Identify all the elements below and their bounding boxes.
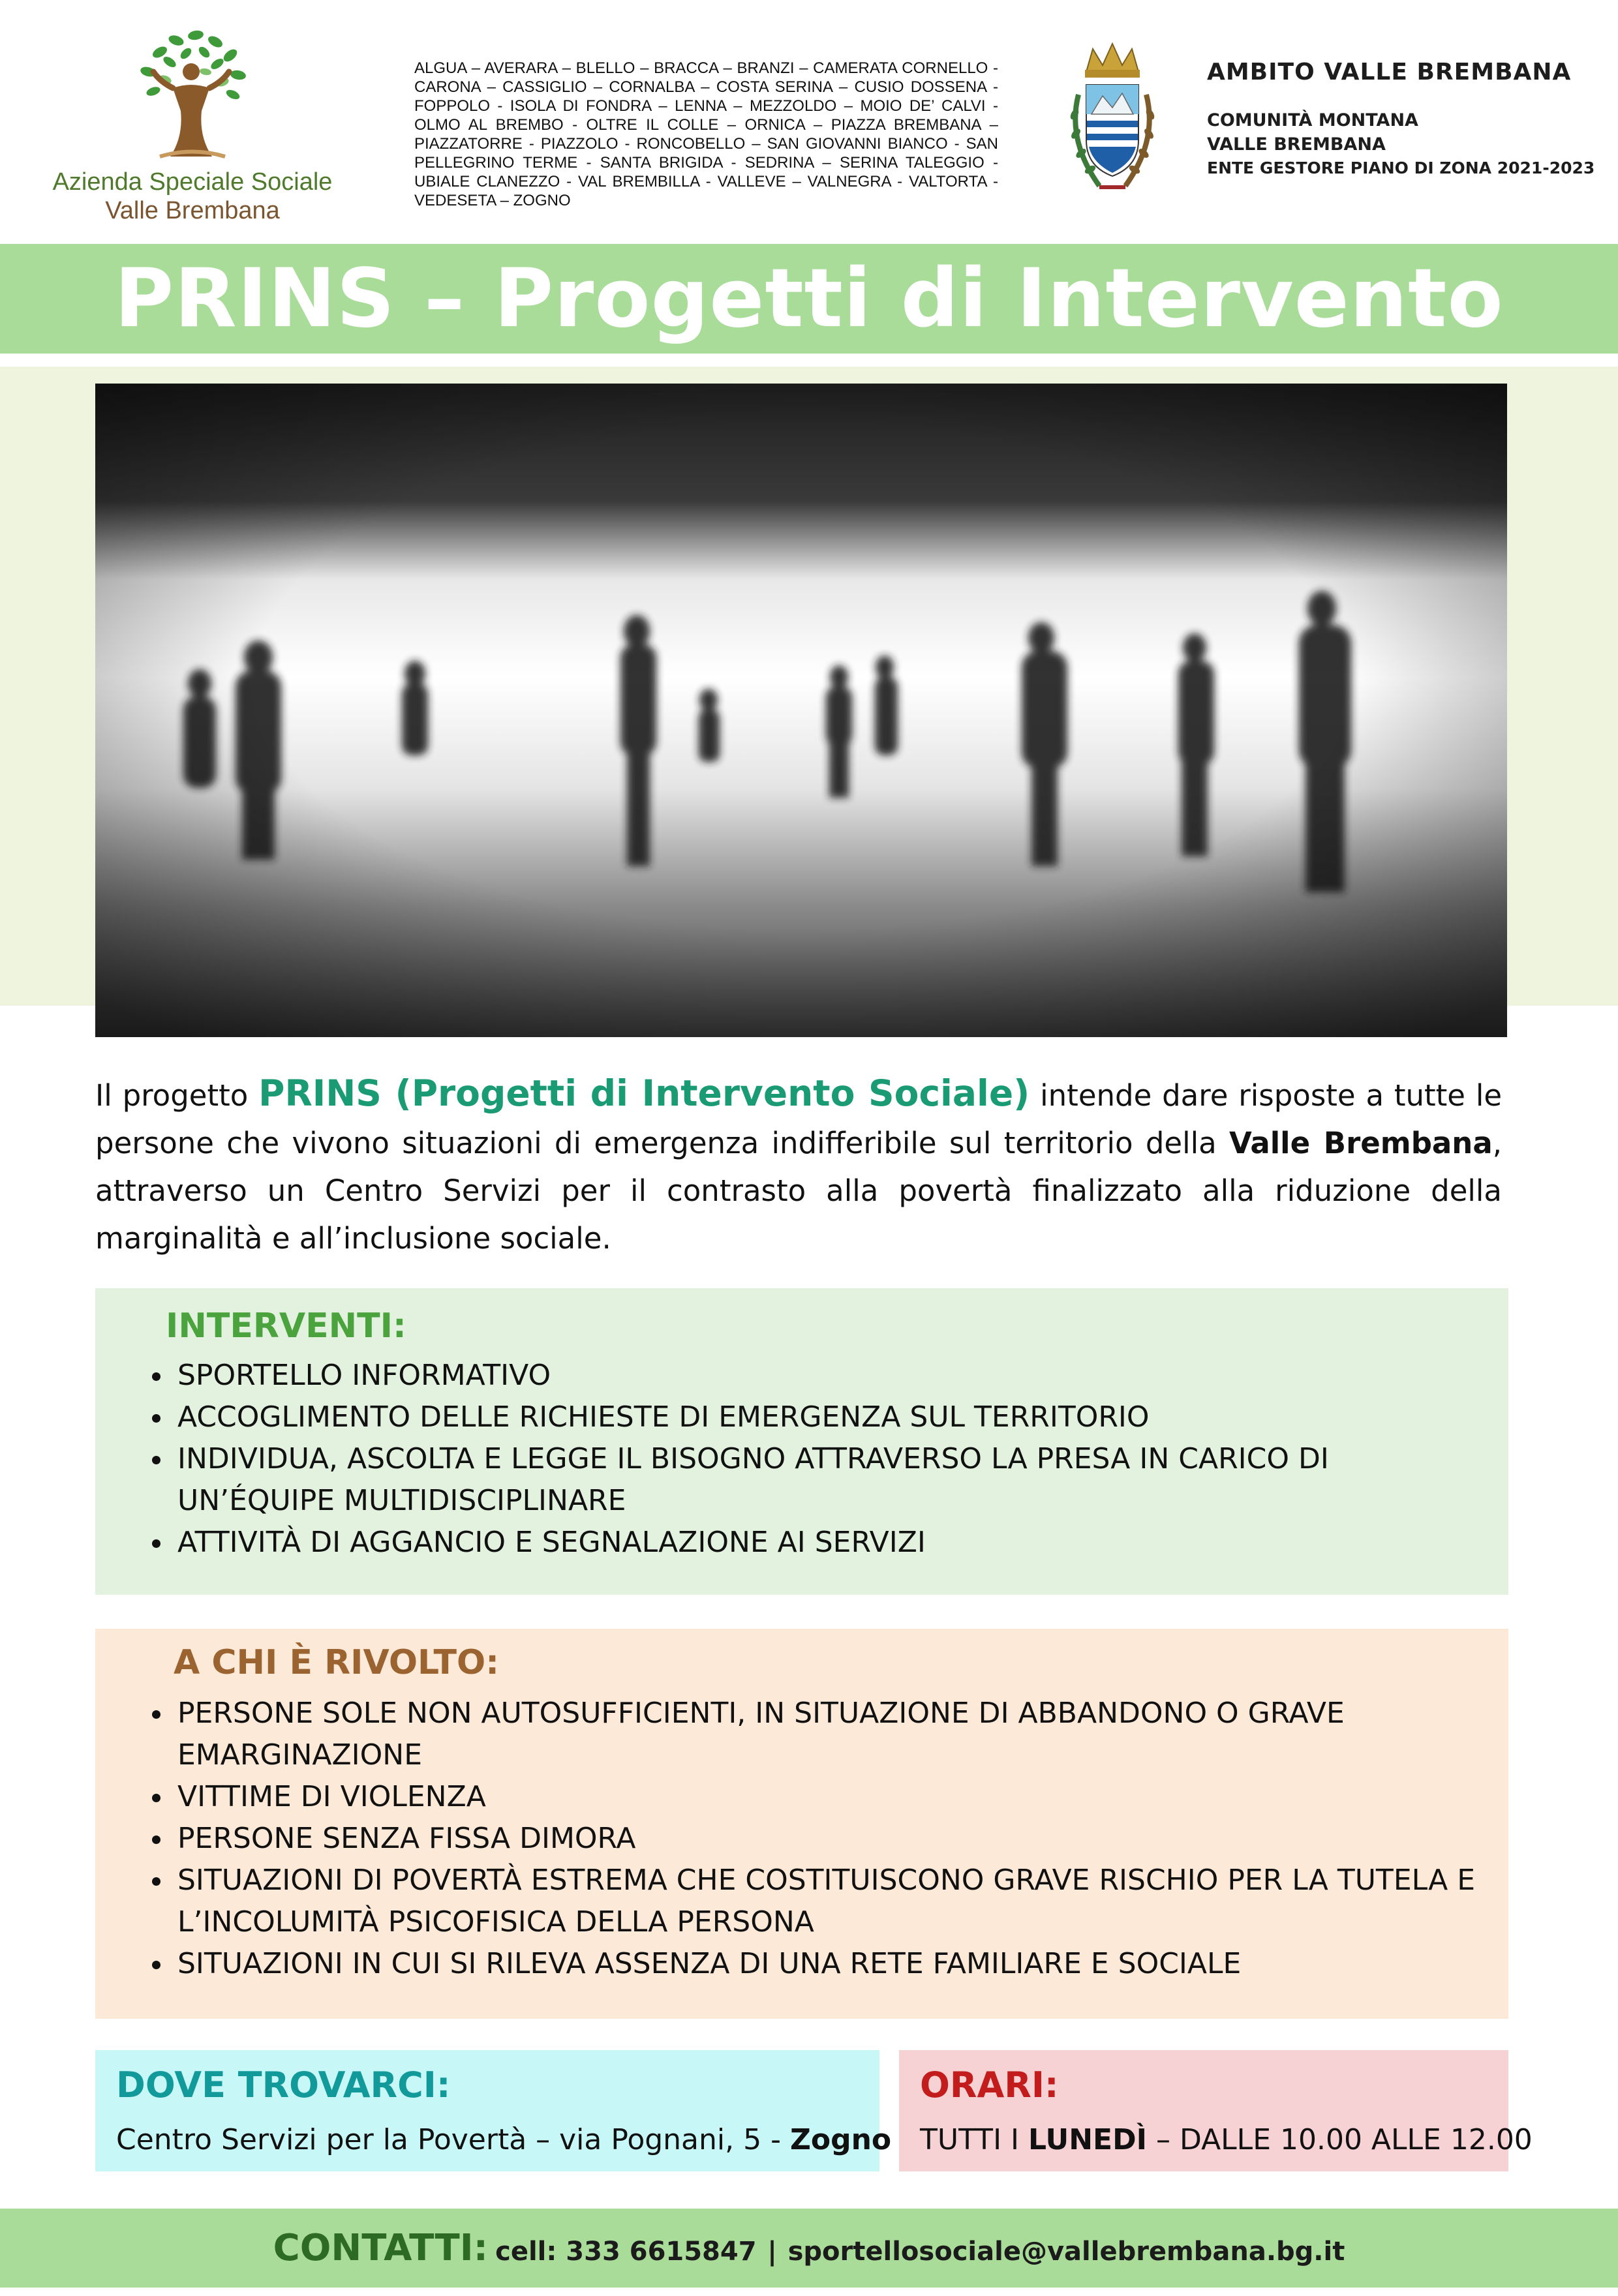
logo-name-line1: Azienda Speciale Sociale bbox=[52, 168, 333, 196]
orari-box bbox=[899, 2050, 1533, 2171]
interventi-box bbox=[95, 1288, 1508, 1595]
coat-of-arms-icon bbox=[1060, 36, 1165, 205]
orari-heading: ORARI: bbox=[920, 2064, 1059, 2106]
dove-box bbox=[95, 2050, 892, 2171]
interventi-list bbox=[134, 1355, 1485, 1563]
title-band bbox=[0, 244, 1618, 354]
intro-post: , attraverso un Centro Servizi per il contrasto alla povertà finalizzato alla riduzione della marginalità e all’inclusione sociale. bbox=[95, 1126, 1502, 1256]
interventi-item: • SPORTELLO INFORMATIVO bbox=[174, 1355, 1485, 1397]
dove-address bbox=[116, 2123, 891, 2156]
intro-bold: Valle Brembana bbox=[1229, 1126, 1493, 1160]
ambito-title: AMBITO VALLE BREMBANA bbox=[1207, 59, 1572, 85]
rivolto-heading: A CHI È RIVOLTO: bbox=[174, 1643, 500, 1682]
orari-post: – DALLE 10.00 ALLE 12.00 bbox=[1146, 2123, 1533, 2156]
ambito-line2: COMUNITÀ MONTANA bbox=[1207, 110, 1418, 130]
rivolto-item: • PERSONE SENZA FISSA DIMORA bbox=[174, 1818, 1504, 1860]
rivolto-box bbox=[95, 1629, 1508, 2019]
rivolto-item: • VITTIME DI VIOLENZA bbox=[174, 1776, 1504, 1818]
interventi-heading: INTERVENTI: bbox=[166, 1307, 406, 1346]
dove-heading: DOVE TROVARCI: bbox=[116, 2064, 451, 2106]
logo-name-line2: Valle Brembana bbox=[105, 197, 280, 224]
page-title: PRINS – Progetti di Intervento bbox=[114, 252, 1504, 346]
intro-mid: intende dare risposte a tutte le persone che vivono situazioni di emergenza indifferibile sul territorio della bbox=[95, 1078, 1503, 1160]
rivolto-item: • SITUAZIONI IN CUI SI RILEVA ASSENZA DI UNA RETE FAMILIARE E SOCIALE bbox=[174, 1943, 1504, 1985]
footer-band bbox=[0, 2209, 1618, 2288]
footer-separator: | bbox=[767, 2237, 777, 2267]
rivolto-list bbox=[134, 1693, 1504, 1985]
ambito-line3: VALLE BREMBANA bbox=[1207, 134, 1386, 155]
interventi-item: • INDIVIDUA, ASCOLTA E LEGGE IL BISOGNO ATTRAVERSO LA PRESA IN CARICO DI UN’ÉQUIPE MULTIDISCIPLINARE bbox=[174, 1438, 1485, 1522]
municipalities-list: ALGUA – AVERARA – BLELLO – BRACCA – BRANZI – CAMERATA CORNELLO - CARONA – CASSIGLIO – CORNALBA – COSTA SERINA – CUSIO DOSSENA - FOPPOLO - ISOLA DI FONDRA – LENNA – MEZZOLDO – MOIO DE’ CALVI - OLMO AL BREMBO - OLTRE IL COLLE – ORNICA – PIAZZA BREMBANA – PIAZZATORRE - PIAZZOLO - RONCOBELLO – SAN GIOVANNI BIANCO - SAN PELLEGRINO TERME - SANTA BRIGIDA - SEDRINA – SERINA TALEGGIO - UBIALE CLANEZZO - VAL BREMBILLA - VALLEVE – VALNEGRA - VALTORTA - VEDESETA – ZOGNO bbox=[414, 59, 998, 209]
intro-highlight: PRINS (Progetti di Intervento Sociale) bbox=[258, 1072, 1030, 1114]
intro-pre: Il progetto bbox=[95, 1078, 259, 1113]
footer-label: CONTATTI: bbox=[273, 2227, 488, 2269]
orari-hours bbox=[920, 2123, 1533, 2156]
ambito-block bbox=[1207, 59, 1598, 177]
orari-pre: TUTTI I bbox=[920, 2123, 1028, 2156]
intro-paragraph bbox=[95, 1070, 1502, 1262]
tree-logo-icon bbox=[134, 26, 251, 163]
dove-town: Zogno bbox=[789, 2123, 892, 2156]
footer-phone[interactable]: cell: 333 6615847 bbox=[495, 2237, 757, 2267]
interventi-item: • ACCOGLIMENTO DELLE RICHIESTE DI EMERGENZA SUL TERRITORIO bbox=[174, 1397, 1485, 1438]
dove-address-text: Centro Servizi per la Povertà – via Pognani, 5 - bbox=[116, 2123, 790, 2156]
orari-day: LUNEDÌ bbox=[1028, 2123, 1147, 2156]
footer-contacts bbox=[0, 2209, 1618, 2288]
rivolto-item: • SITUAZIONI DI POVERTÀ ESTREMA CHE COSTITUISCONO GRAVE RISCHIO PER LA TUTELA E L’INCOLUMITÀ PSICOFISICA DELLA PERSONA bbox=[174, 1860, 1504, 1943]
ambito-line4: ENTE GESTORE PIANO DI ZONA 2021-2023 bbox=[1207, 159, 1595, 177]
interventi-item: • ATTIVITÀ DI AGGANCIO E SEGNALAZIONE AI SERVIZI bbox=[174, 1522, 1485, 1563]
people-photo bbox=[95, 384, 1507, 1037]
rivolto-item: • PERSONE SOLE NON AUTOSUFFICIENTI, IN SITUAZIONE DI ABBANDONO O GRAVE EMARGINAZIONE bbox=[174, 1693, 1504, 1776]
footer-email[interactable]: sportellosociale@vallebrembana.bg.it bbox=[787, 2237, 1345, 2267]
azienda-logo bbox=[39, 26, 346, 235]
